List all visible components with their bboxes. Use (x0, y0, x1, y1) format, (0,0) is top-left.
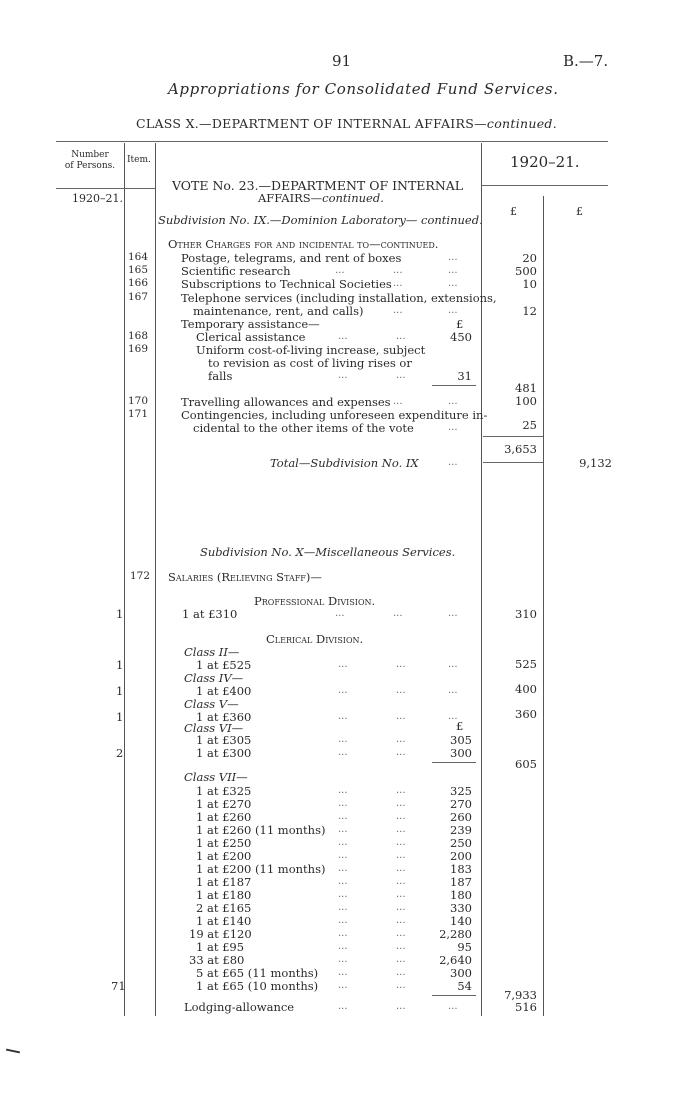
rate-line: 1 at £65 (10 months) (196, 979, 319, 993)
header-rule-right (481, 185, 608, 186)
rate-amount: 239 (450, 823, 472, 837)
leader-dots: ... (396, 902, 406, 913)
number-of-persons-header (56, 150, 124, 172)
rate-line: 1 at £260 (196, 810, 252, 824)
leader-dots: ... (396, 837, 406, 848)
item-description: Subscriptions to Technical Societies (181, 277, 392, 291)
item-description: Telephone services (including installation, extensions, (181, 291, 497, 305)
leader-dots: ... (448, 1001, 458, 1012)
leader-dots: ... (396, 659, 406, 670)
leader-dots: ... (396, 331, 406, 342)
rate-line: 19 at £120 (189, 927, 252, 941)
leader-dots: ... (448, 252, 458, 263)
leader-dots: ... (448, 396, 458, 407)
rate-line: 1 at £400 (196, 684, 252, 698)
col-rule-desc-right (481, 143, 482, 1016)
table-top-rule (56, 141, 608, 142)
vote-heading-2 (258, 191, 384, 205)
item-number: 169 (128, 343, 149, 355)
amount: 310 (515, 607, 537, 621)
contingencies: Contingencies, including unforeseen expenditure in- (181, 408, 488, 422)
leader-dots: ... (448, 685, 458, 696)
leader-dots: ... (396, 889, 406, 900)
professional-division: Professional Division. (254, 594, 376, 608)
leader-dots: ... (396, 811, 406, 822)
rate-amount: 54 (457, 979, 472, 993)
rate-amount: 2,280 (439, 927, 472, 941)
rate-line: 1 at £525 (196, 658, 252, 672)
rate-line: 1 at £325 (196, 784, 252, 798)
leader-dots: ... (448, 305, 458, 316)
leader-dots: ... (338, 902, 348, 913)
rate-amount: 300 (450, 746, 472, 760)
rate-line: 1 at £310 (182, 607, 238, 621)
leader-dots: ... (393, 396, 403, 407)
uniform-amount: 31 (457, 369, 472, 383)
item-number: 170 (128, 395, 149, 407)
header-rule-left (56, 188, 155, 189)
total-amount: 9,132 (579, 456, 612, 470)
margin-mark (6, 1049, 20, 1054)
leader-dots: ... (338, 811, 348, 822)
col-rule-number (124, 143, 125, 1016)
rate-amount: 200 (450, 849, 472, 863)
clerical-assistance: Clerical assistance (196, 330, 306, 344)
leader-dots: ... (448, 608, 458, 619)
rate-amount: 270 (450, 797, 472, 811)
amount: 516 (515, 1000, 537, 1014)
class-heading: Class II— (184, 645, 240, 659)
leader-dots: ... (396, 1001, 406, 1012)
item-number: 165 (128, 264, 149, 276)
leader-dots: ... (396, 798, 406, 809)
rate-line: 1 at £95 (196, 940, 245, 954)
document-ref: B.—7. (563, 52, 609, 70)
leader-dots: ... (338, 1001, 348, 1012)
leader-dots: ... (338, 659, 348, 670)
persons-count: 1 (116, 684, 124, 698)
leader-dots: ... (338, 837, 348, 848)
uniform-increase-3: falls (208, 369, 233, 383)
sum-rule (432, 995, 476, 996)
rate-line: 1 at £140 (196, 914, 252, 928)
leader-dots: ... (338, 954, 348, 965)
leader-dots: ... (335, 608, 345, 619)
amount: 605 (515, 757, 537, 771)
leader-dots: ... (338, 685, 348, 696)
total-subdivision-9: Total—Subdivision No. IX (270, 456, 419, 470)
item-header: Item. (127, 155, 151, 165)
leader-dots: ... (338, 747, 348, 758)
subdivision-9-sum: 3,653 (504, 442, 537, 456)
amount: 525 (515, 657, 537, 671)
leader-dots: ... (338, 370, 348, 381)
class-heading: Class VI— (184, 721, 244, 735)
leader-dots: ... (338, 980, 348, 991)
subdivision-9-heading: Subdivision No. IX.—Dominion Laboratory— continued. (158, 213, 483, 227)
rate-amount: 305 (450, 733, 472, 747)
sum-rule (432, 385, 476, 386)
leader-dots: ... (448, 659, 458, 670)
item-description-cont: maintenance, rent, and calls) (193, 304, 364, 318)
uniform-increase: Uniform cost-of-living increase, subject (196, 343, 426, 357)
vote-heading-2-cont: continued. (322, 191, 384, 205)
leader-dots: ... (338, 798, 348, 809)
item-number: 171 (128, 408, 149, 420)
item-number: 167 (128, 291, 149, 303)
rate-amount: 300 (450, 966, 472, 980)
temp-pound: £ (456, 317, 464, 331)
leader-dots: ... (396, 734, 406, 745)
item-number: 164 (128, 251, 149, 263)
leader-dots: ... (393, 278, 403, 289)
persons-count: 1 (116, 607, 124, 621)
leader-dots: ... (448, 278, 458, 289)
pound-col-2: £ (576, 205, 583, 218)
rate-line: 5 at £65 (11 months) (196, 966, 319, 980)
leader-dots: ... (396, 685, 406, 696)
contingencies-2: cidental to the other items of the vote (193, 421, 414, 435)
class-heading: Class V— (184, 697, 239, 711)
rate-line: 1 at £187 (196, 875, 252, 889)
travelling-allowances: Travelling allowances and expenses (181, 395, 391, 409)
rate-amount: 95 (457, 940, 472, 954)
rate-amount: 250 (450, 836, 472, 850)
item-amount: 500 (515, 264, 537, 278)
leader-dots: ... (338, 889, 348, 900)
travel-amount: 100 (515, 394, 537, 408)
leader-dots: ... (338, 850, 348, 861)
class-title-text: CLASS X.—DEPARTMENT OF INTERNAL AFFAIRS— (136, 116, 487, 131)
leader-dots: ... (338, 824, 348, 835)
leader-dots: ... (393, 608, 403, 619)
leader-dots: ... (338, 331, 348, 342)
rate-line: 1 at £180 (196, 888, 252, 902)
leader-dots: ... (338, 928, 348, 939)
leader-dots: ... (338, 863, 348, 874)
contingency-amount: 25 (522, 418, 537, 432)
pound-col-1: £ (510, 205, 517, 218)
rate-line: 1 at £200 (196, 849, 252, 863)
leader-dots: ... (396, 876, 406, 887)
persons-count: 1 (116, 710, 124, 724)
rate-amount: 2,640 (439, 953, 472, 967)
amount: 400 (515, 682, 537, 696)
vote-heading-2-text: AFFAIRS— (258, 191, 323, 205)
rate-amount: 187 (450, 875, 472, 889)
year-left: 1920–21. (72, 192, 123, 205)
sum-rule (432, 762, 476, 763)
class-heading: Class IV— (184, 671, 244, 685)
leader-dots: ... (396, 711, 406, 722)
leader-dots: ... (335, 265, 345, 276)
subdivision-10-heading: Subdivision No. X—Miscellaneous Services. (200, 545, 456, 559)
year-right: 1920–21. (510, 153, 580, 171)
item-number: 168 (128, 330, 149, 342)
rate-line: 1 at £200 (11 months) (196, 862, 326, 876)
leader-dots: ... (396, 928, 406, 939)
class-pound: £ (456, 719, 464, 733)
rate-amount: 330 (450, 901, 472, 915)
rate-amount: 325 (450, 784, 472, 798)
amount: 360 (515, 707, 537, 721)
col-rule-amount-mid (543, 196, 544, 1016)
leader-dots: ... (448, 422, 458, 433)
number-label-2: of Persons. (64, 161, 116, 171)
col-rule-item (155, 143, 156, 1016)
item-amount: 12 (522, 304, 537, 318)
leader-dots: ... (338, 941, 348, 952)
leader-dots: ... (448, 711, 458, 722)
rate-line: 1 at £300 (196, 746, 252, 760)
class-title-cont: continued. (486, 116, 557, 131)
rate-line: 2 at £165 (196, 901, 252, 915)
item-number: 172 (130, 570, 151, 582)
leader-dots: ... (393, 305, 403, 316)
vote-heading-1: VOTE No. 23.—DEPARTMENT OF INTERNAL (172, 178, 464, 193)
salaries-heading: Salaries (Relieving Staff)— (168, 570, 322, 584)
clerical-amount: 450 (450, 330, 472, 344)
temporary-assistance-label: Temporary assistance— (181, 317, 320, 331)
rate-amount: 260 (450, 810, 472, 824)
rate-line: 1 at £260 (11 months) (196, 823, 326, 837)
lodging-allowance: Lodging-allowance (184, 1000, 295, 1014)
leader-dots: ... (396, 941, 406, 952)
class-title (136, 116, 557, 131)
rate-line: 1 at £305 (196, 733, 252, 747)
leader-dots: ... (396, 785, 406, 796)
leader-dots: ... (396, 370, 406, 381)
temp-total: 481 (515, 381, 537, 395)
persons-count: 71 (111, 979, 126, 993)
leader-dots: ... (393, 265, 403, 276)
rate-line: 33 at £80 (189, 953, 245, 967)
item-amount: 10 (522, 277, 537, 291)
uniform-increase-2: to revision as cost of living rises or (208, 356, 412, 370)
persons-count: 1 (116, 658, 124, 672)
leader-dots: ... (338, 785, 348, 796)
rate-line: 1 at £360 (196, 710, 252, 724)
other-charges-heading: Other Charges for and incidental to—continued. (168, 237, 439, 251)
rate-line: 1 at £270 (196, 797, 252, 811)
page-title: Appropriations for Consolidated Fund Services. (168, 80, 559, 98)
leader-dots: ... (338, 876, 348, 887)
number-label-1: Number (71, 150, 109, 160)
amount: 7,933 (504, 988, 537, 1002)
item-amount: 20 (522, 251, 537, 265)
leader-dots: ... (448, 457, 458, 468)
leader-dots: ... (338, 734, 348, 745)
rate-amount: 140 (450, 914, 472, 928)
leader-dots: ... (396, 824, 406, 835)
leader-dots: ... (338, 967, 348, 978)
sum-rule (483, 436, 543, 437)
rate-line: 1 at £250 (196, 836, 252, 850)
leader-dots: ... (396, 954, 406, 965)
leader-dots: ... (396, 863, 406, 874)
item-description: Postage, telegrams, and rent of boxes (181, 251, 402, 265)
item-number: 166 (128, 277, 149, 289)
page-number: 91 (332, 52, 352, 70)
total-rule (483, 462, 543, 463)
rate-amount: 180 (450, 888, 472, 902)
leader-dots: ... (448, 265, 458, 276)
rate-amount: 183 (450, 862, 472, 876)
leader-dots: ... (338, 711, 348, 722)
item-description: Scientific research (181, 264, 291, 278)
leader-dots: ... (396, 980, 406, 991)
leader-dots: ... (396, 915, 406, 926)
leader-dots: ... (338, 915, 348, 926)
leader-dots: ... (396, 967, 406, 978)
clerical-division: Clerical Division. (266, 632, 364, 646)
leader-dots: ... (396, 747, 406, 758)
persons-count: 2 (116, 746, 124, 760)
class-heading: Class VII— (184, 770, 248, 784)
leader-dots: ... (396, 850, 406, 861)
